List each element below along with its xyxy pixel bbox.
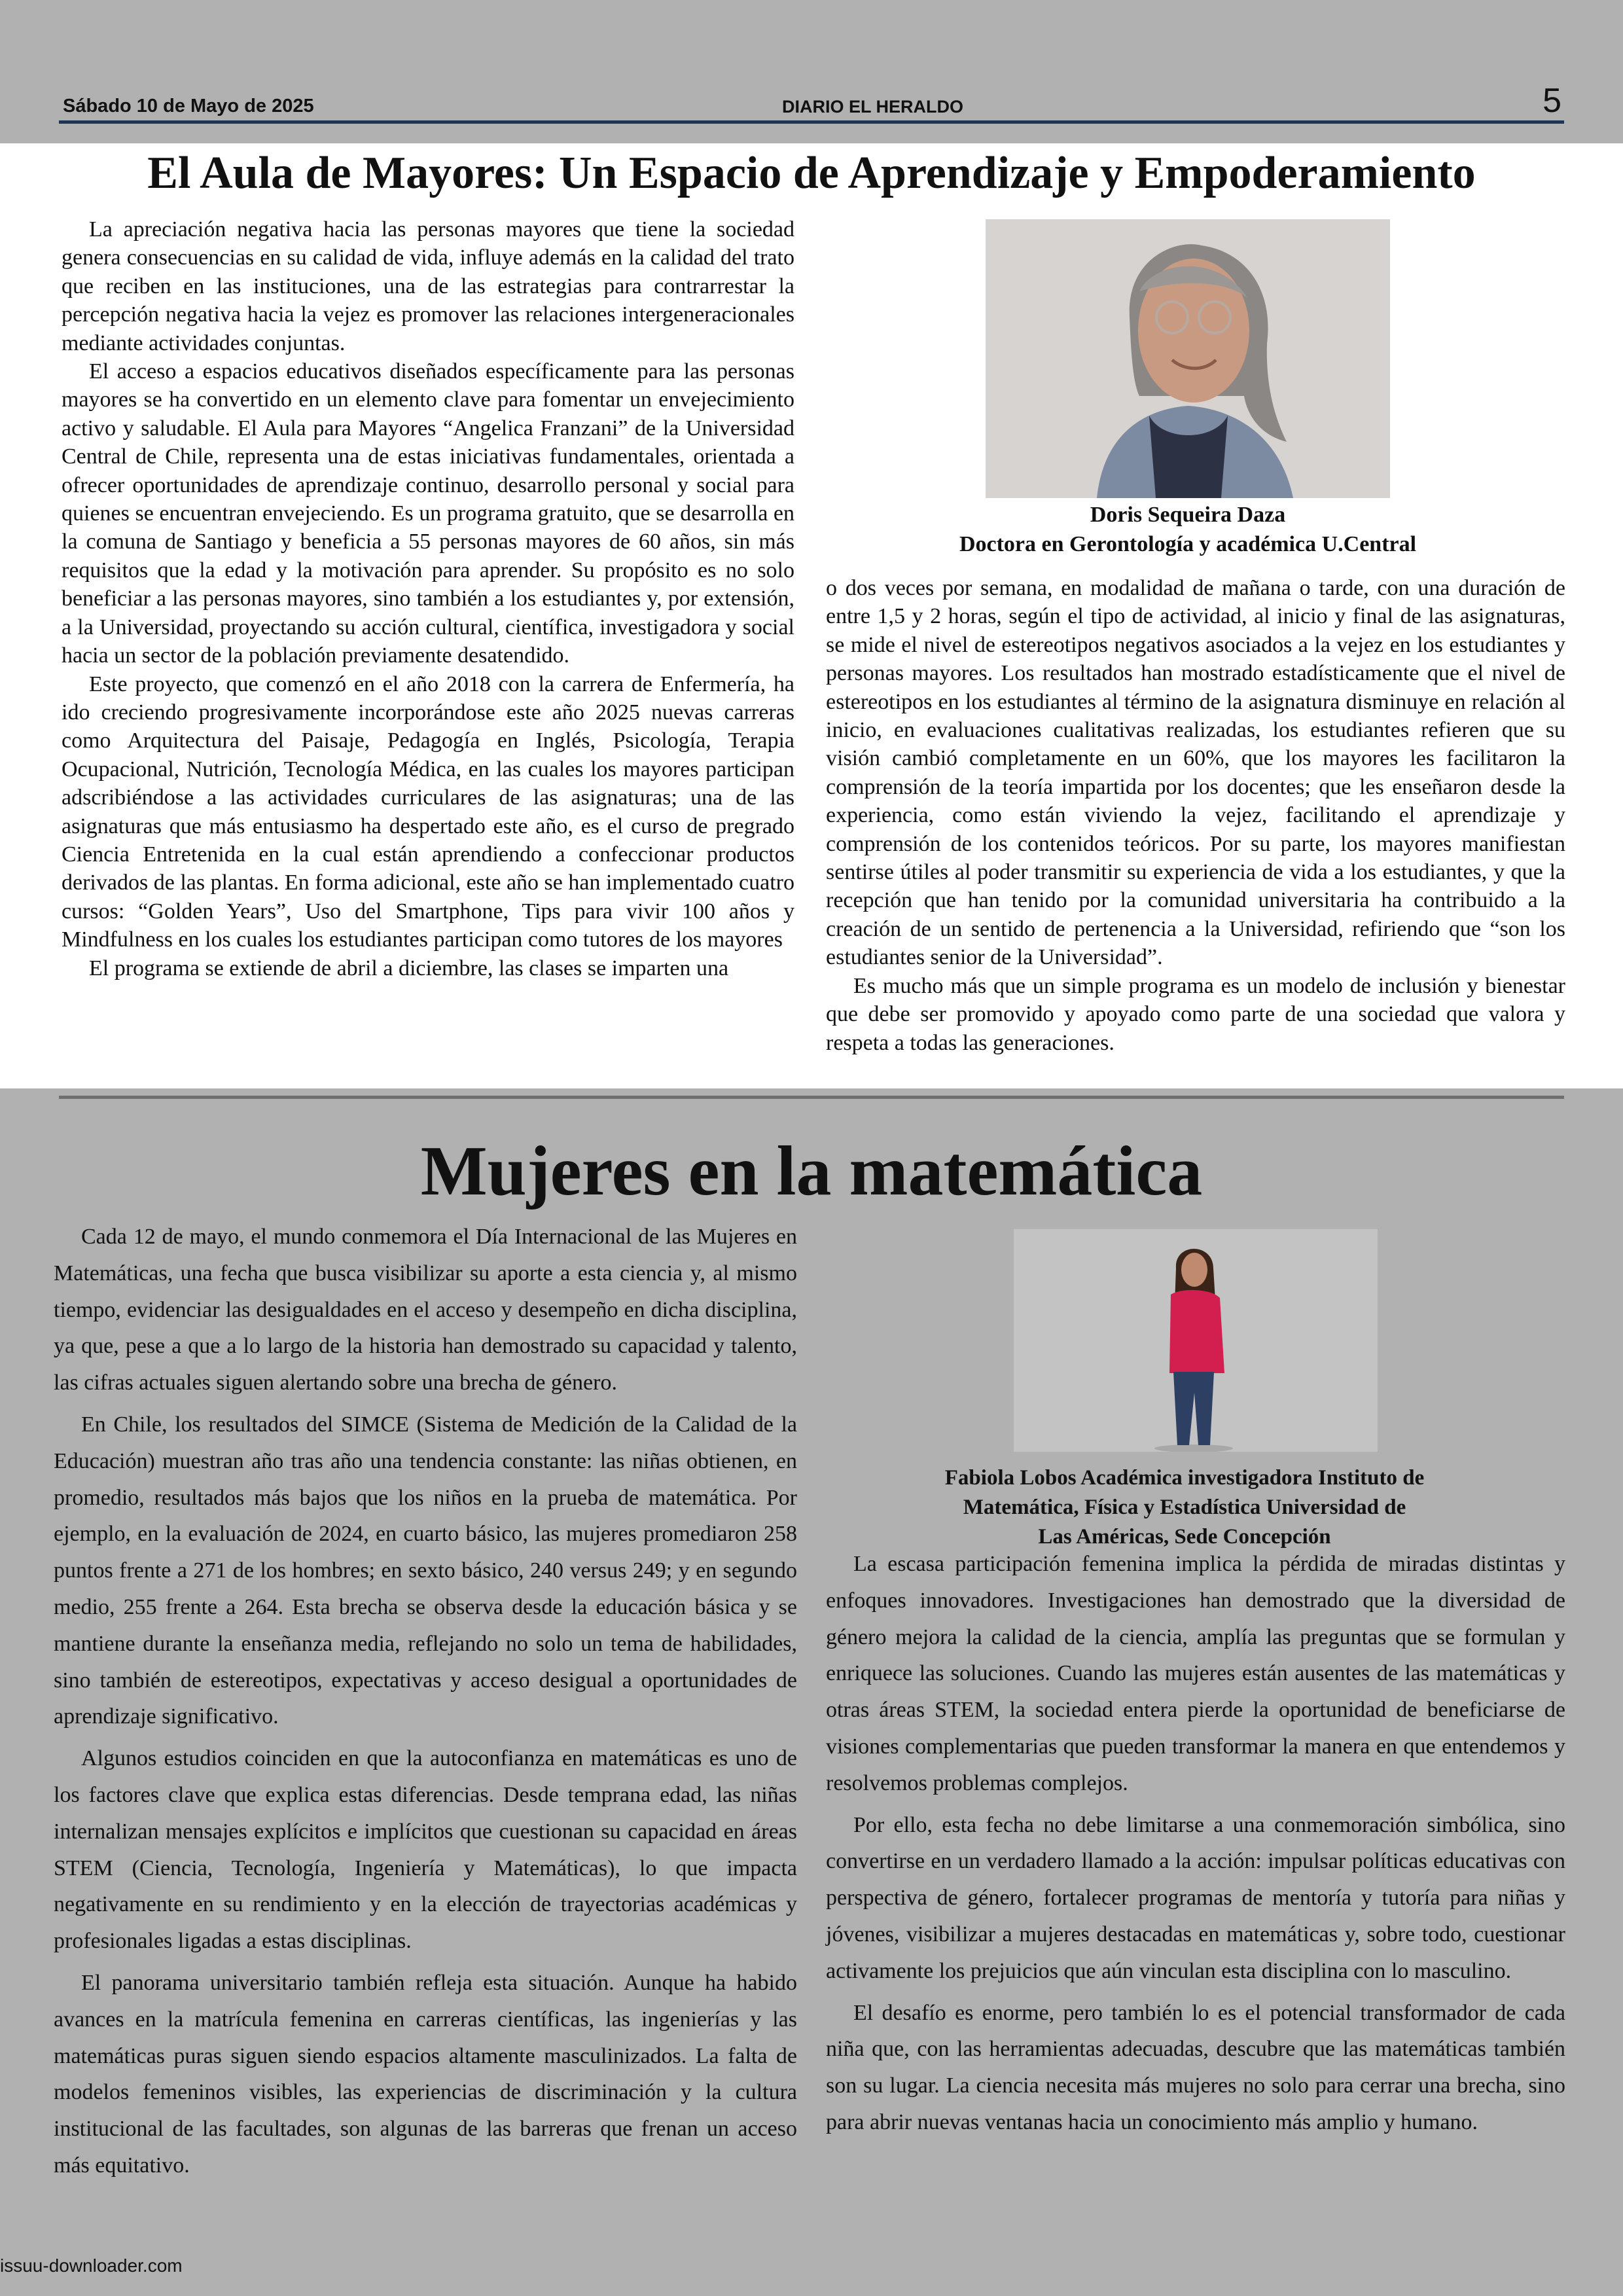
portrait-woman-standing-image xyxy=(1014,1229,1378,1452)
watermark-text: issuu-downloader.com xyxy=(0,2255,183,2276)
paragraph: El programa se extiende de abril a diciembre, las clases se imparten una xyxy=(89,956,729,980)
photo-doris-sequeira xyxy=(986,219,1390,498)
paragraph: Es mucho más que un simple programa es un modelo de inclusión y bienestar que debe ser promovido y apoyado como parte de una sociedad que valora y respeta a todas las generaciones. xyxy=(826,973,1565,1055)
caption-line: Fabiola Lobos Académica investigadora Instituto de xyxy=(944,1466,1425,1490)
article-title: El Aula de Mayores: Un Espacio de Aprendizaje y Empoderamiento xyxy=(147,148,1476,198)
article-column-left xyxy=(54,1219,797,2189)
photo-fabiola-lobos xyxy=(1014,1229,1378,1452)
paragraph: El panorama universitario también refleja esta situación. Aunque ha habido avances en la matrícula femenina en carreras científicas, las ingenierías y las matemáticas puras siguen siendo espacios altamente masculinizados. La falta de modelos femeninos visibles, las experiencias de discriminación y la cultura institucional de las facultades, son algunas de las barreras que frenan un acceso más equitativo. xyxy=(54,1970,797,2178)
paragraph: Algunos estudios coinciden en que la autoconfianza en matemáticas es uno de los factores clave que explica estas diferencias. Desde temprana edad, las niñas internalizan mensajes explícitos e implícitos que cuestionan su capacidad en áreas STEM (Ciencia, Tecnología, Ingeniería y Matemáticas), lo que impacta negativamente en su rendimiento y en la elección de trayectorias académicas y profesionales ligadas a estas disciplinas. xyxy=(54,1746,797,1954)
photo-caption xyxy=(870,1463,1499,1552)
paragraph: Este proyecto, que comenzó en el año 2018 con la carrera de Enfermería, ha ido creciendo progresivamente incorporándose este año 2025 nuevas carreras como Arquitectura del Paisaje, Pedagogía en Inglés, Psicología, Terapia Ocupacional, Nutrición, Tecnología Médica, en las cuales los mayores participan adscribiéndose a las actividades curriculares de las asignaturas; una de las asignaturas que más entusiasmo ha despertado este año, es el curso de pregrado Ciencia Entretenida en la cual están aprendiendo a confeccionar productos derivados de las plantas. En forma adicional, este año se han implementado cuatro cursos: “Golden Years”, Uso del Smartphone, Tips para vivir 100 años y Mindfulness en los cuales los estudiantes participan como tutores de los mayores xyxy=(62,672,794,952)
portrait-woman-image xyxy=(986,219,1390,498)
paragraph: Cada 12 de mayo, el mundo conmemora el Día Internacional de las Mujeres en Matemáticas, una fecha que busca visibilizar su aporte a esta ciencia y, al mismo tiempo, evidenciar las desigualdades en el acceso y desempeño en dicha disciplina, ya que, pese a que a lo largo de la historia han demostrado su capacidad y talento, las cifras actuales siguen alertando sobre una brecha de género. xyxy=(54,1225,797,1395)
issue-date: Sábado 10 de Mayo de 2025 xyxy=(63,96,314,117)
caption-line: Matemática, Física y Estadística Universidad de xyxy=(963,1496,1406,1519)
caption-line: Las Américas, Sede Concepción xyxy=(1038,1525,1331,1549)
caption-role: Doctora en Gerontología y académica U.Central xyxy=(959,532,1417,556)
paragraph: o dos veces por semana, en modalidad de mañana o tarde, con una duración de entre 1,5 y 2 horas, según el tipo de actividad, al inicio y final de las asignaturas, se mide el nivel de estereotipos negativos asociados a la vejez en los estudiantes y personas mayores. Los resultados han mostrado estadísticamente que el nivel de estereotipos en los estudiantes al término de la asignatura disminuye en relación al inicio, en evaluaciones cualitativas realizadas, los estudiantes refieren que su visión cambió completamente en un 60%, que los mayores les facilitaron la comprensión de la teoría impartida por los docentes; que les enseñaron desde la experiencia, como están viviendo la vejez, facilitando el aprendizaje y comprensión de los contenidos teóricos. Por su parte, los mayores manifiestan sentirse útiles al poder transmitir su experiencia de vida a los estudiantes, y que la recepción que han tenido por la comunidad universitaria ha contribuido a la creación de un sentido de pertenencia a la Universidad, refiriendo que “son los estudiantes senior de la Universidad”. xyxy=(826,576,1565,970)
paragraph: El desafío es enorme, pero también lo es el potencial transformador de cada niña que, con las herramientas adecuadas, descubre que las matemáticas también son su lugar. La ciencia necesita más mujeres no solo para cerrar una brecha, sino para abrir nuevas ventanas hacia un conocimiento más amplio y humano. xyxy=(826,2000,1565,2134)
header-rule xyxy=(59,120,1564,124)
page-number: 5 xyxy=(1543,82,1561,120)
newspaper-name: DIARIO EL HERALDO xyxy=(782,97,964,117)
page-header xyxy=(59,71,1564,123)
article-aula-de-mayores xyxy=(0,143,1623,1088)
article-column-right xyxy=(826,1546,1565,2146)
photo-caption xyxy=(893,500,1482,559)
article-column-right xyxy=(826,574,1565,1057)
paragraph: El acceso a espacios educativos diseñados específicamente para las personas mayores se ha convertido en un elemento clave para fomentar un envejecimiento activo y saludable. El Aula para Mayores “Angelica Franzani” de la Universidad Central de Chile, representa una de estas iniciativas fundamentales, orientada a ofrecer oportunidades de aprendizaje continuo, desarrollo personal y social para quienes se encuentran envejeciendo. Es un programa gratuito, que se desarrolla en la comuna de Santiago y beneficia a 55 personas mayores de 60 años, sin más requisitos que la edad y la motivación para aprender. Su propósito es no solo beneficiar a las personas mayores, sino también a los estudiantes y, por extensión, a la Universidad, proyectando su acción cultural, científica, investigadora y social hacia un sector de la población previamente desatendido. xyxy=(62,359,794,668)
paragraph: En Chile, los resultados del SIMCE (Sistema de Medición de la Calidad de la Educación) muestran año tras año una tendencia constante: las niñas obtienen, en promedio, resultados más bajos que los niños en la prueba de matemática. Por ejemplo, en la evaluación de 2024, en cuarto básico, las mujeres promediaron 258 puntos frente a 271 de los hombres; en sexto básico, 240 versus 249; y en segundo medio, 255 frente a 264. Esta brecha se observa desde la educación básica y se mantiene durante la enseñanza media, reflejando no solo un tema de habilidades, sino también de estereotipos, expectativas y acceso desigual a oportunidades de aprendizaje significativo. xyxy=(54,1412,797,1729)
caption-name: Doris Sequeira Daza xyxy=(1090,503,1286,527)
paragraph: La apreciación negativa hacia las personas mayores que tiene la sociedad genera consecuencias en su calidad de vida, influye además en la calidad del trato que reciben en las instituciones, una de las estrategias para contrarrestar la percepción negativa hacia la vejez es promover las relaciones intergeneracionales mediante actividades conjuntas. xyxy=(62,217,794,355)
paragraph: La escasa participación femenina implica la pérdida de miradas distintas y enfoques innovadores. Investigaciones han demostrado que la diversidad de género mejora la calidad de la ciencia, amplía las preguntas que se formulan y enriquece las soluciones. Cuando las mujeres están ausentes de las matemáticas y otras áreas STEM, la sociedad entera pierde la oportunidad de beneficiarse de visiones complementarias que pueden transformar la manera en que entendemos y resolvemos problemas complejos. xyxy=(826,1552,1565,1795)
article-title: Mujeres en la matemática xyxy=(420,1132,1203,1210)
paragraph: Por ello, esta fecha no debe limitarse a una conmemoración simbólica, sino convertirse en un verdadero llamado a la acción: impulsar políticas educativas con perspectiva de género, fortalecer programas de mentoría y tutoría para niñas y jóvenes, visibilizar a mujeres destacadas en matemáticas y, sobre todo, cuestionar activamente los prejuicios que aún vinculan esta disciplina con lo masculino. xyxy=(826,1812,1565,1983)
section-divider xyxy=(59,1096,1564,1099)
article-column-left xyxy=(62,215,794,982)
